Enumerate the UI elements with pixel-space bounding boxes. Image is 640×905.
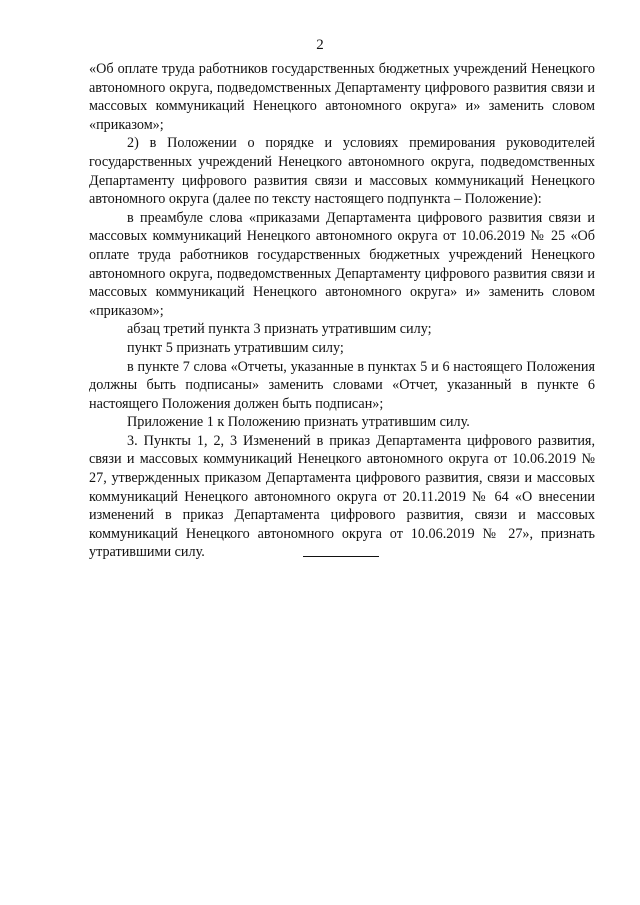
paragraph-appendix-1: Приложение 1 к Положению признать утратившим силу. (127, 414, 470, 431)
paragraph-clause-7: в пункте 7 слова «Отчеты, указанные в пунктах 5 и 6 настоящего Положения должны быть подписаны» заменить словами «Отчет, указанный в пункте 6 настоящего Положения должен быть подписан»; (89, 358, 595, 412)
paragraph-clause-5: пункт 5 признать утратившим силу; (127, 339, 344, 356)
paragraph-continuation: «Об оплате труда работников государственных бюджетных учреждений Ненецкого автономного округа, подведомственных Департаменту цифрового развития связи и массовых коммуникаций Ненецкого автономного округа» и» заменить словом «приказом»; (89, 61, 595, 133)
end-divider (303, 556, 379, 557)
paragraph-item-2: 2) в Положении о порядке и условиях премирования руководителей государственных учреждений Ненецкого автономного округа, подведомственных Департаменту цифрового развития связи и массовых коммуникаций Ненецкого автономного округа (далее по тексту настоящего подпункта – Положение): (89, 135, 595, 208)
paragraph-preamble-change: в преамбуле слова «приказами Департамента цифрового развития связи и массовых коммуникаций Ненецкого автономного округа от 10.06.2019 № 25 «Об оплате труда работников государственных бюджетных учреждений Ненецкого автономного округа, подведомственных Департаменту цифрового развития связи и массовых коммуникаций Ненецкого автономного округа» и» заменить словом «приказом»; (89, 209, 595, 319)
page-number: 2 (316, 37, 324, 53)
paragraph-item-3: 3. Пункты 1, 2, 3 Изменений в приказ Департамента цифрового развития, связи и массовых коммуникаций Ненецкого автономного округа от 10.06.2019 № 27, утвержденных приказом Департамента цифрового развития, связи и массовых коммуникаций Ненецкого автономного округа от 20.11.2019 № 64 «О внесении изменений в приказ Департамента цифрового развития, связи и массовых коммуникаций Ненецкого автономного округа от 10.06.2019 № 27», признать утратившими силу. (89, 432, 595, 561)
paragraph-clause-3: абзац третий пункта 3 признать утратившим силу; (127, 321, 432, 338)
document-body (89, 60, 595, 562)
